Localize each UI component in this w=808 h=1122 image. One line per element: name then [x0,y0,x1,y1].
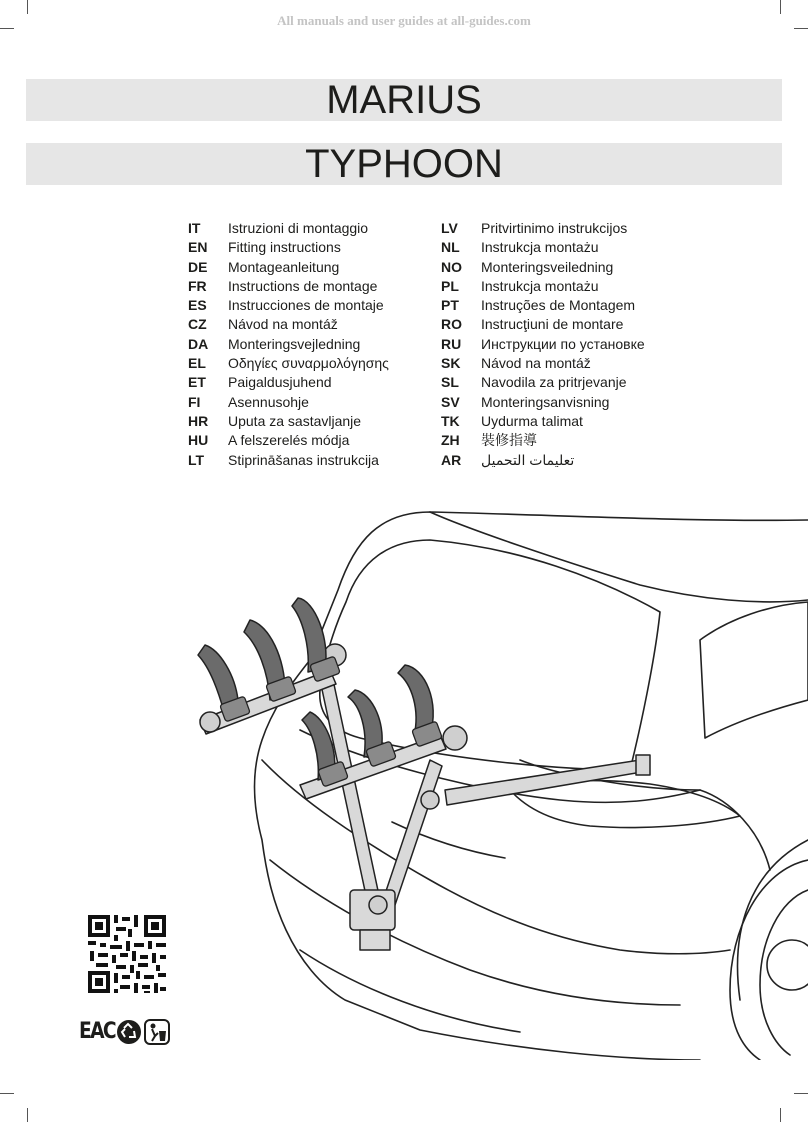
eac-mark-text: EAC [79,1019,115,1044]
language-name: Monteringsvejledning [228,335,361,352]
crop-mark [27,1108,28,1122]
language-name: Montageanleitung [228,258,340,275]
language-code: SK [441,355,461,372]
language-name: Uydurma talimat [481,412,583,429]
language-row-et [188,373,389,392]
language-row-fi [188,393,389,412]
language-row-no [441,258,645,277]
language-name: A felszerelés módja [228,432,350,449]
language-row-de [188,258,389,277]
language-code: LT [188,451,205,468]
language-name: Asennusohje [228,393,309,410]
language-code: LV [441,220,458,236]
language-code: ET [188,374,206,391]
language-code: FR [188,277,207,294]
crop-mark [780,1108,781,1122]
language-row-it [188,219,389,238]
language-row-el [188,354,389,373]
language-name: Instrucciones de montaje [228,297,384,314]
language-code: PT [441,297,459,314]
language-row-es [188,296,389,315]
language-code: RO [441,316,462,333]
qr-code-icon [86,913,168,995]
language-code: SV [441,393,460,410]
language-row-da [188,335,389,354]
language-row-lt [188,451,389,470]
language-row-hu [188,431,389,450]
language-row-tk [441,412,645,431]
language-code: CZ [188,316,207,333]
language-code: EN [188,239,208,256]
language-row-ru [441,335,645,354]
language-name: Uputa za sastavljanje [228,412,362,429]
language-code: HU [188,432,209,449]
crop-mark [794,1093,808,1094]
crop-mark [780,0,781,14]
language-name: Istruzioni di montaggio [228,220,369,236]
language-name: Navodila za pritrjevanje [481,374,627,391]
language-code: ZH [441,432,460,449]
language-code: AR [441,451,462,468]
language-name: تعليمات التحميل [481,451,575,468]
crop-mark [0,1093,14,1094]
eac-mark [79,1018,113,1046]
language-row-en [188,238,389,257]
language-name: Návod na montáž [228,316,338,333]
recycle-icon [116,1018,142,1046]
language-row-lv [441,219,645,238]
language-code: SL [441,374,459,391]
language-list-left [188,219,389,470]
language-row-ro [441,315,645,334]
waste-disposal-icon [144,1018,170,1046]
product-title-marius: MARIUS [26,79,782,121]
language-name: Инструкции по установке [481,335,645,352]
language-list-right [441,219,645,470]
language-code: ES [188,297,207,314]
crop-mark [27,0,28,14]
language-name: Instructions de montage [228,277,378,294]
language-name: Fitting instructions [228,239,341,256]
language-row-fr [188,277,389,296]
language-name: Instrukcja montażu [481,239,599,256]
language-name: Monteringsveiledning [481,258,614,275]
language-name: Instrukcja montażu [481,277,599,294]
language-name: Instrucţiuni de montare [481,316,624,333]
language-row-zh [441,431,645,450]
language-name: Stiprināšanas instrukcija [228,451,379,468]
language-row-cz [188,315,389,334]
language-code: DA [188,335,209,352]
language-name: Monteringsanvisning [481,393,610,410]
language-code: HR [188,412,209,429]
language-code: FI [188,393,201,410]
language-row-pt [441,296,645,315]
language-name: Instruções de Montagem [481,297,636,314]
language-code: RU [441,335,462,352]
language-row-sl [441,373,645,392]
language-code: EL [188,355,206,372]
language-row-nl [441,238,645,257]
language-name: Pritvirtinimo instrukcijos [481,220,628,236]
language-name: Οδηγίες συναρμολόγησης [228,355,389,372]
language-code: DE [188,258,208,275]
language-row-hr [188,412,389,431]
language-row-ar [441,451,645,470]
language-code: NO [441,258,462,275]
language-row-sk [441,354,645,373]
language-name: Paigaldusjuhend [228,374,332,391]
language-row-pl [441,277,645,296]
language-code: TK [441,412,460,429]
product-title-typhoon: TYPHOON [26,143,782,185]
language-code: NL [441,239,460,256]
language-name: 裝修指導 [481,432,537,449]
language-row-sv [441,393,645,412]
language-name: Návod na montáž [481,355,591,372]
watermark: All manuals and user guides at all-guides.com [277,13,531,28]
language-code: IT [188,220,201,236]
language-code: PL [441,277,459,294]
